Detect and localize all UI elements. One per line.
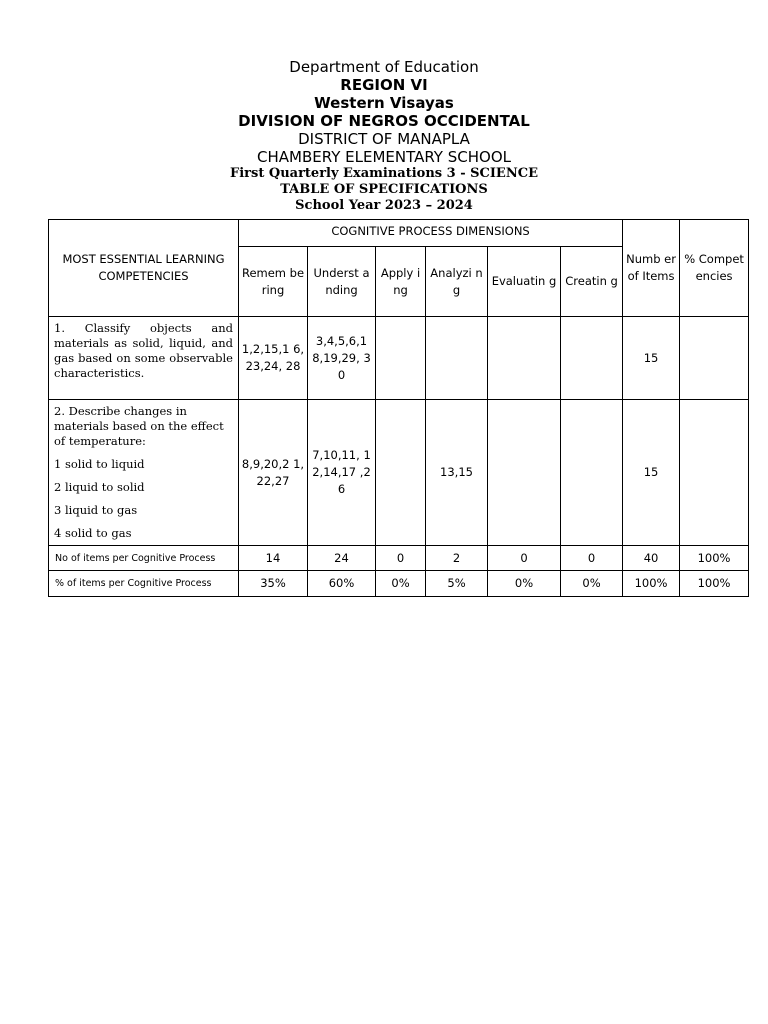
header-understanding: Underst anding <box>308 247 376 317</box>
exam-title: First Quarterly Examinations 3 - SCIENCE <box>230 166 538 181</box>
document-header <box>0 58 768 214</box>
creating-cell: 0 <box>561 546 623 571</box>
items-cell: 100% <box>623 571 680 597</box>
document-title: TABLE OF SPECIFICATIONS <box>280 182 488 197</box>
understanding-cell: 3,4,5,6,1 8,19,29, 30 <box>308 317 376 400</box>
competency-cell: 1. Classify objects and materials as solid, liquid, and gas based on some observable characteristics. <box>49 317 239 400</box>
percent-cell: 100% <box>680 546 749 571</box>
subregion-name: Western Visayas <box>314 94 454 112</box>
remembering-cell: 14 <box>239 546 308 571</box>
evaluating-cell <box>488 400 561 546</box>
header-applying: Apply ing <box>376 247 426 317</box>
percent-cell <box>680 317 749 400</box>
header-cognitive-dimensions: COGNITIVE PROCESS DIMENSIONS <box>239 220 623 247</box>
applying-cell: 0 <box>376 546 426 571</box>
evaluating-cell: 0 <box>488 546 561 571</box>
district-name: DISTRICT OF MANAPLA <box>298 130 470 148</box>
table-row <box>49 546 749 571</box>
percent-label: % of items per Cognitive Process <box>49 571 239 597</box>
header-evaluating: Evaluatin g <box>488 247 561 317</box>
remembering-cell: 35% <box>239 571 308 597</box>
header-percent-competencies: % Compet encies <box>680 220 749 317</box>
analyzing-cell: 13,15 <box>426 400 488 546</box>
analyzing-cell: 5% <box>426 571 488 597</box>
competency-subitem: 3 liquid to gas <box>54 503 138 517</box>
specifications-table <box>48 219 749 597</box>
school-name: CHAMBERY ELEMENTARY SCHOOL <box>257 148 511 166</box>
remembering-cell: 1,2,15,1 6,23,24, 28 <box>239 317 308 400</box>
creating-cell <box>561 317 623 400</box>
header-competencies: MOST ESSENTIAL LEARNING COMPETENCIES <box>49 220 239 317</box>
header-number-of-items: Numb er of Items <box>623 220 680 317</box>
understanding-cell: 7,10,11, 12,14,17 ,26 <box>308 400 376 546</box>
evaluating-cell <box>488 317 561 400</box>
understanding-cell: 60% <box>308 571 376 597</box>
applying-cell: 0% <box>376 571 426 597</box>
competency-subitem: 4 solid to gas <box>54 526 132 540</box>
percent-cell: 100% <box>680 571 749 597</box>
division-name: DIVISION OF NEGROS OCCIDENTAL <box>238 112 530 130</box>
department-name: Department of Education <box>289 58 479 76</box>
analyzing-cell <box>426 317 488 400</box>
competency-text: 2. Describe changes in materials based on the effect of temperature: <box>54 404 224 448</box>
creating-cell <box>561 400 623 546</box>
percent-cell <box>680 400 749 546</box>
competency-cell <box>49 400 239 546</box>
table-row <box>49 571 749 597</box>
header-creating: Creatin g <box>561 247 623 317</box>
table-row <box>49 400 749 546</box>
items-cell: 40 <box>623 546 680 571</box>
totals-label: No of items per Cognitive Process <box>49 546 239 571</box>
understanding-cell: 24 <box>308 546 376 571</box>
remembering-cell: 8,9,20,2 1,22,27 <box>239 400 308 546</box>
competency-subitem: 2 liquid to solid <box>54 480 145 494</box>
table-row <box>49 317 749 400</box>
header-remembering: Remem bering <box>239 247 308 317</box>
table-header-row <box>49 220 749 247</box>
items-cell: 15 <box>623 317 680 400</box>
evaluating-cell: 0% <box>488 571 561 597</box>
region-name: REGION VI <box>340 76 428 94</box>
competency-subitem: 1 solid to liquid <box>54 457 145 471</box>
items-cell: 15 <box>623 400 680 546</box>
school-year: School Year 2023 – 2024 <box>295 198 473 213</box>
analyzing-cell: 2 <box>426 546 488 571</box>
creating-cell: 0% <box>561 571 623 597</box>
header-analyzing: Analyzi ng <box>426 247 488 317</box>
applying-cell <box>376 317 426 400</box>
applying-cell <box>376 400 426 546</box>
